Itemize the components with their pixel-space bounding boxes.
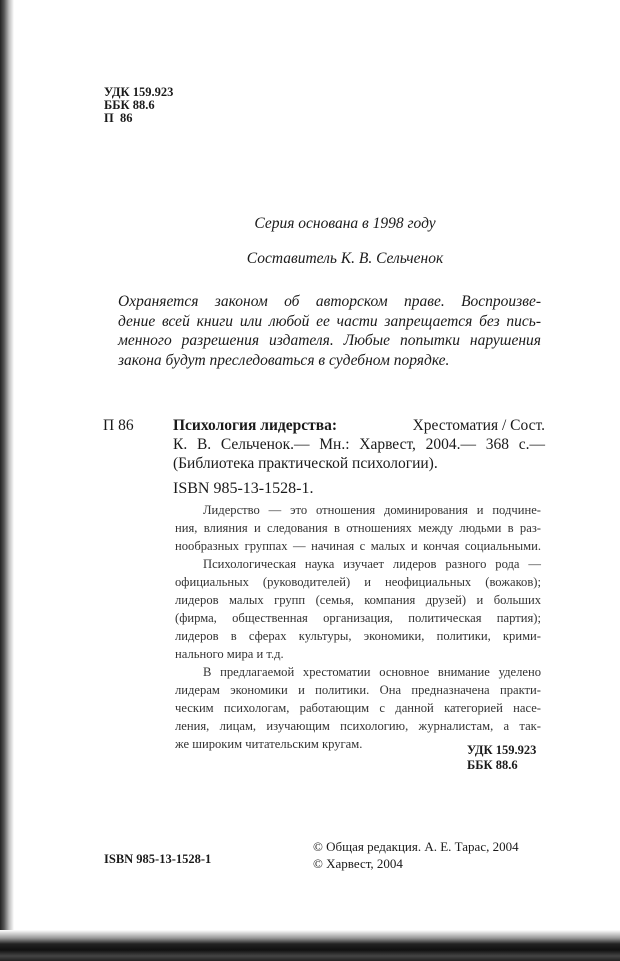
- udc-code: УДК 159.923: [467, 743, 537, 757]
- notice-line: закона будут преследоваться в судебном порядке.: [118, 351, 450, 369]
- catalog-line: К. В. Сельченок.— Мн.: Харвест, 2004.— 368 с.—: [173, 436, 545, 453]
- abstract-line: ния, влияния и следования в отношениях между людьми в раз-: [175, 521, 541, 535]
- catalog-title: Психология лидерства:: [173, 417, 337, 434]
- catalog-line: (Библиотека практической психологии).: [173, 455, 438, 472]
- scan-edge-bottom: [0, 930, 620, 961]
- abstract-line: лидеров в сферах культуры, экономики, политики, крими-: [175, 629, 541, 643]
- scan-edge-left: [0, 0, 14, 961]
- compiler: Составитель К. В. Сельченок: [246, 250, 444, 267]
- abstract-line: же широким читательским кругам.: [175, 737, 363, 751]
- copyright-line: © Харвест, 2004: [313, 856, 403, 871]
- copyright-notice: [118, 292, 541, 370]
- bbk-code: ББК 88.6: [104, 98, 155, 112]
- abstract-line: Лидерство — это отношения доминирования и подчине-: [203, 503, 541, 517]
- abstract-line: нального мира и т.д.: [175, 647, 284, 661]
- catalog-code: П 86: [103, 417, 134, 434]
- udc-code: УДК 159.923: [104, 85, 174, 99]
- abstract-line: (фирма, общественная организация, политическая партия);: [175, 611, 541, 625]
- abstract-line: Психологическая наука изучает лидеров разного рода —: [203, 557, 541, 571]
- footer-copyrights: [313, 838, 519, 872]
- classification-codes: [104, 86, 173, 125]
- bbk-code: ББК 88.6: [467, 758, 518, 772]
- series-note: Серия основана в 1998 году: [254, 215, 436, 232]
- abstract-line: официальных (руководителей) и неофициальных (вожаков);: [175, 575, 541, 589]
- abstract-line: ления, лицам, изучающим психологию, журналистам, а так-: [175, 719, 541, 733]
- notice-line: менного разрешения издателя. Любые попытки нарушения: [118, 332, 541, 349]
- notice-line: Охраняется законом об авторском праве. Воспроизве-: [118, 293, 541, 310]
- abstract-line: лидеров малых групп (семья, компания друзей) и больших: [175, 593, 541, 607]
- abstract-line: В предлагаемой хрестоматии основное внимание уделено: [203, 665, 541, 679]
- abstract-line: ческим психологам, работающим с данной категорией насе-: [175, 701, 541, 715]
- catalog-line: Хрестоматия / Сост.: [412, 417, 545, 434]
- abstract-line: лидерам экономики и политики. Она предназначена практи-: [175, 683, 541, 697]
- notice-line: дение всей книги или любой ее части запрещается без пись-: [118, 312, 541, 330]
- abstract-line: нообразных группах — начиная с малых и кончая социальными.: [175, 539, 541, 553]
- abstract: [175, 501, 541, 753]
- catalog-isbn: ISBN 985-13-1528-1.: [173, 480, 314, 497]
- catalog-entry: [103, 416, 545, 498]
- copyright-line: © Общая редакция. А. Е. Тарас, 2004: [313, 839, 519, 854]
- author-mark: П 86: [104, 111, 133, 125]
- footer-isbn: ISBN 985-13-1528-1: [104, 852, 212, 866]
- footer-codes: [467, 743, 536, 773]
